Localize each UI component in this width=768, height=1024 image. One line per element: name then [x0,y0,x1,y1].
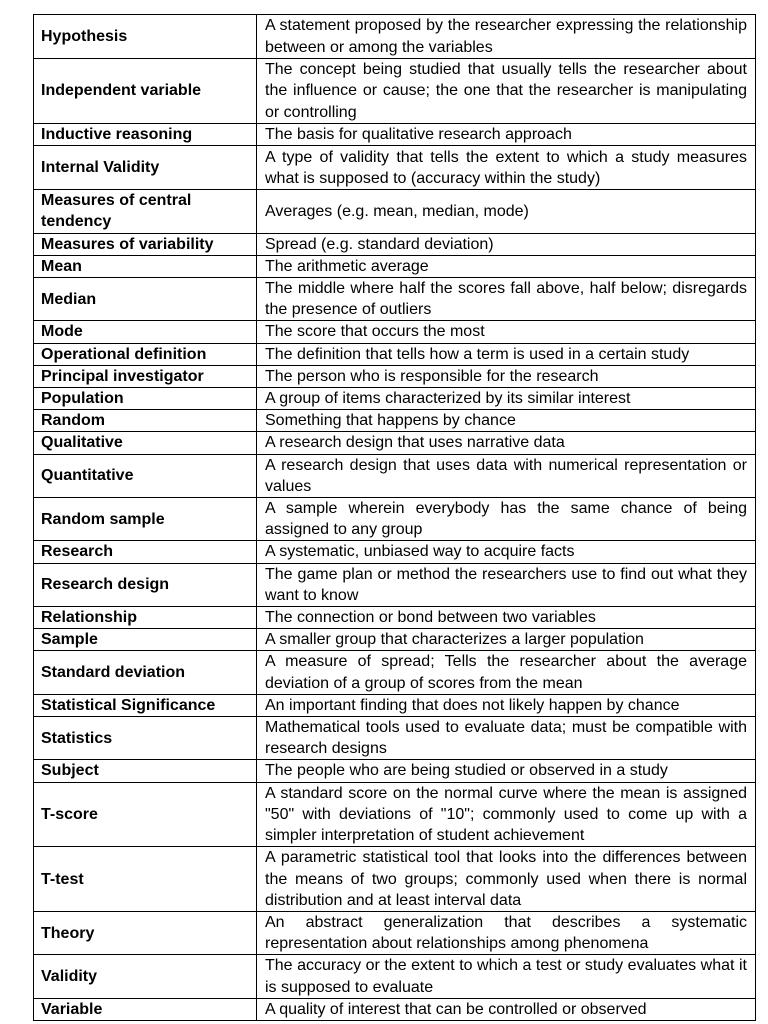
table-row [34,911,756,954]
table-row [34,278,756,321]
table-row [34,998,756,1020]
term-cell: Independent variable [34,59,257,124]
glossary-table [33,14,756,1021]
definition-cell: The game plan or method the researchers use to find out what they want to know [257,563,756,606]
term-cell: Variable [34,998,257,1020]
table-row [34,629,756,651]
definition-cell: A research design that uses narrative data [257,432,756,454]
table-row [34,410,756,432]
definition-cell: An abstract generalization that describes a systematic representation about relationships among phenomena [257,911,756,954]
table-row [34,541,756,563]
table-row [34,255,756,277]
definition-cell: The middle where half the scores fall above, half below; disregards the presence of outliers [257,278,756,321]
definition-cell: The accuracy or the extent to which a test or study evaluates what it is supposed to evaluate [257,955,756,998]
table-row [34,146,756,190]
definition-cell: The person who is responsible for the research [257,365,756,387]
term-cell: Quantitative [34,454,257,497]
definition-cell: A quality of interest that can be controlled or observed [257,998,756,1020]
definition-cell: A statement proposed by the researcher expressing the relationship between or among the variables [257,15,756,59]
table-row [34,717,756,760]
definition-cell: A sample wherein everybody has the same chance of being assigned to any group [257,498,756,541]
term-cell: Subject [34,760,257,782]
table-row [34,847,756,912]
definition-cell: The basis for qualitative research approach [257,124,756,146]
table-row [34,233,756,255]
glossary-page [33,14,755,1021]
definition-cell: Spread (e.g. standard deviation) [257,233,756,255]
term-cell: Random sample [34,498,257,541]
term-cell: Internal Validity [34,146,257,190]
term-cell: T-score [34,782,257,847]
term-cell: Inductive reasoning [34,124,257,146]
term-cell: T-test [34,847,257,912]
table-row [34,694,756,716]
definition-cell: The connection or bond between two variables [257,607,756,629]
term-cell: Relationship [34,607,257,629]
term-cell: Qualitative [34,432,257,454]
table-row [34,782,756,847]
definition-cell: A research design that uses data with numerical representation or values [257,454,756,497]
definition-cell: Something that happens by chance [257,410,756,432]
term-cell: Sample [34,629,257,651]
table-row [34,607,756,629]
term-cell: Statistics [34,717,257,760]
definition-cell: The concept being studied that usually tells the researcher about the influence or cause; the one that the researcher is manipulating or controlling [257,59,756,124]
table-row [34,498,756,541]
definition-cell: The definition that tells how a term is used in a certain study [257,343,756,365]
term-cell: Measures of variability [34,233,257,255]
table-row [34,343,756,365]
table-row [34,124,756,146]
table-row [34,760,756,782]
definition-cell: A parametric statistical tool that looks into the differences between the means of two groups; commonly used when there is normal distribution and at least interval data [257,847,756,912]
definition-cell: A smaller group that characterizes a larger population [257,629,756,651]
term-cell: Standard deviation [34,651,257,694]
table-row [34,563,756,606]
term-cell: Random [34,410,257,432]
definition-cell: An important finding that does not likely happen by chance [257,694,756,716]
definition-cell: The people who are being studied or observed in a study [257,760,756,782]
definition-cell: Mathematical tools used to evaluate data; must be compatible with research designs [257,717,756,760]
definition-cell: A systematic, unbiased way to acquire facts [257,541,756,563]
table-row [34,321,756,343]
table-row [34,59,756,124]
table-row [34,454,756,497]
term-cell: Operational definition [34,343,257,365]
table-row [34,432,756,454]
definition-cell: The score that occurs the most [257,321,756,343]
term-cell: Mode [34,321,257,343]
term-cell: Principal investigator [34,365,257,387]
table-row [34,190,756,233]
table-row [34,955,756,998]
term-cell: Population [34,388,257,410]
table-row [34,388,756,410]
term-cell: Research design [34,563,257,606]
definition-cell: The arithmetic average [257,255,756,277]
term-cell: Mean [34,255,257,277]
glossary-body [34,15,756,1021]
table-row [34,15,756,59]
term-cell: Research [34,541,257,563]
definition-cell: Averages (e.g. mean, median, mode) [257,190,756,233]
term-cell: Validity [34,955,257,998]
definition-cell: A measure of spread; Tells the researcher about the average deviation of a group of scores from the mean [257,651,756,694]
term-cell: Statistical Significance [34,694,257,716]
term-cell: Measures of central tendency [34,190,257,233]
term-cell: Median [34,278,257,321]
definition-cell: A standard score on the normal curve where the mean is assigned "50" with deviations of "10"; commonly used to come up with a simpler interpretation of student achievement [257,782,756,847]
term-cell: Theory [34,911,257,954]
term-cell: Hypothesis [34,15,257,59]
definition-cell: A type of validity that tells the extent to which a study measures what is supposed to (accuracy within the study) [257,146,756,190]
table-row [34,365,756,387]
definition-cell: A group of items characterized by its similar interest [257,388,756,410]
table-row [34,651,756,694]
